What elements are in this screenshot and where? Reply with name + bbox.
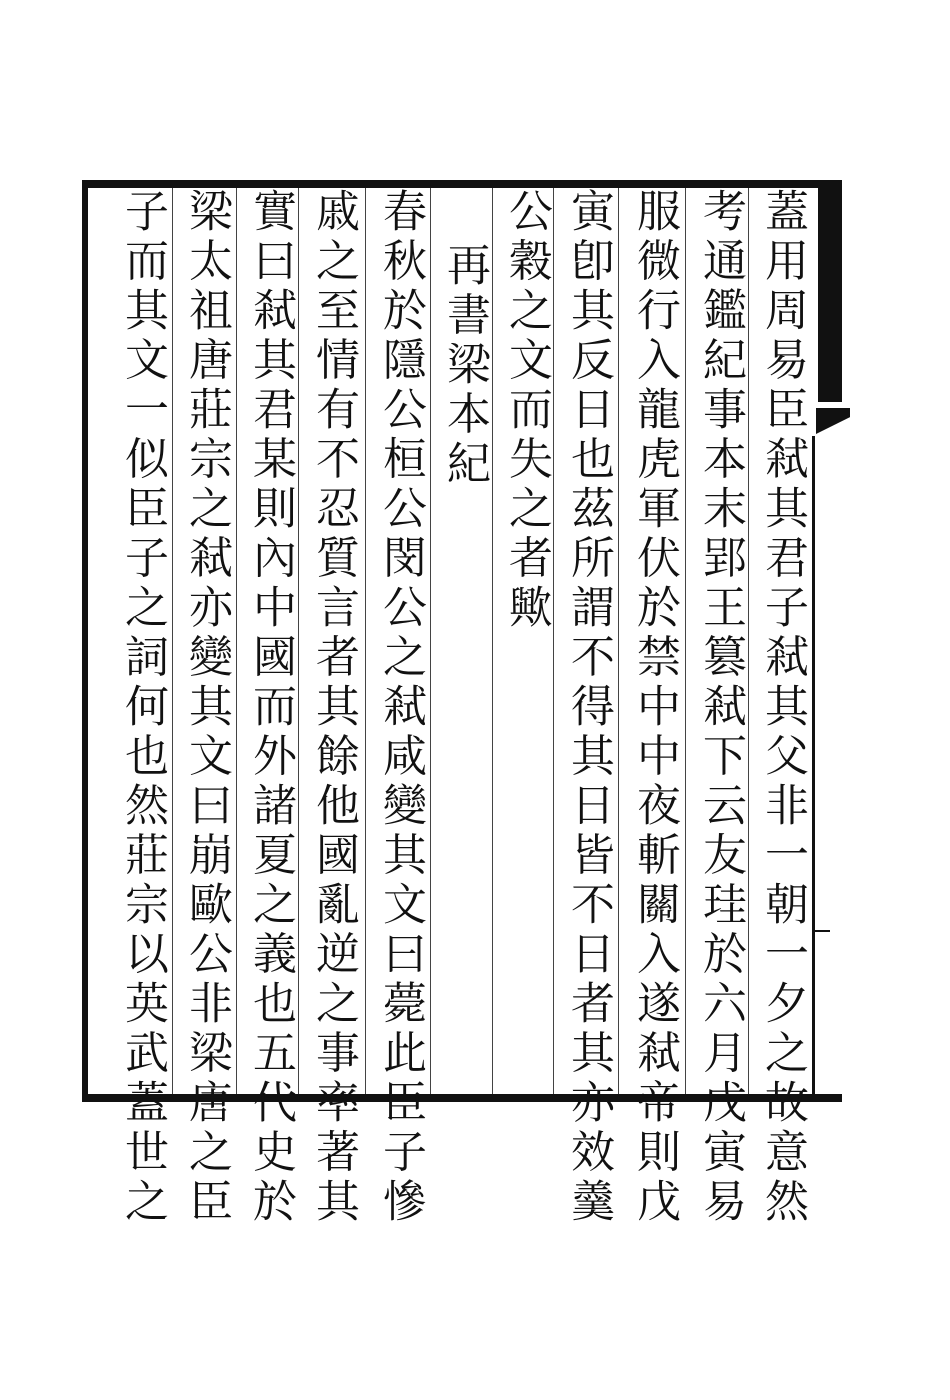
text-column-1: 蓋用周易臣弒其君子弒其父非一朝一夕之故意然 (757, 188, 808, 1228)
text-column-5: 公穀之文而失之者歟 (501, 188, 552, 634)
banxin-upper-rule (818, 180, 842, 402)
text-column-9: 實曰弒其君某則內中國而外諸夏之義也五代史於 (245, 188, 296, 1228)
column-rule (236, 188, 237, 1094)
text-column-10: 梁太祖唐莊宗之弒亦變其文曰崩歐公非梁唐之臣 (181, 188, 232, 1228)
text-column-11: 子而其文一似臣子之詞何也然莊宗以英武蓋世之 (117, 188, 168, 1228)
column-rule (365, 188, 366, 1094)
banxin-lower-rule (812, 436, 815, 1102)
column-rule (685, 188, 686, 1094)
banxin-tick (814, 930, 830, 932)
text-column-7: 春秋於隱公桓公閔公之弒咸變其文曰薨此臣子慘 (375, 188, 426, 1228)
column-rule (618, 188, 619, 1094)
text-column-4: 寅卽其反日也茲所謂不得其日皆不日者其亦效羹 (563, 188, 614, 1228)
text-column-2: 考通鑑紀事本末郢王篡弒下云友珪於六月戊寅易 (695, 188, 746, 1228)
column-rule (430, 188, 431, 1094)
section-heading: 再書梁本紀 (439, 242, 490, 490)
text-column-8: 戚之至情有不忍質言者其餘他國亂逆之事率著其 (308, 188, 359, 1228)
text-column-3: 服微行入龍虎軍伏於禁中中夜斬關入遂弒帝則戊 (629, 188, 680, 1228)
column-rule (172, 188, 173, 1094)
